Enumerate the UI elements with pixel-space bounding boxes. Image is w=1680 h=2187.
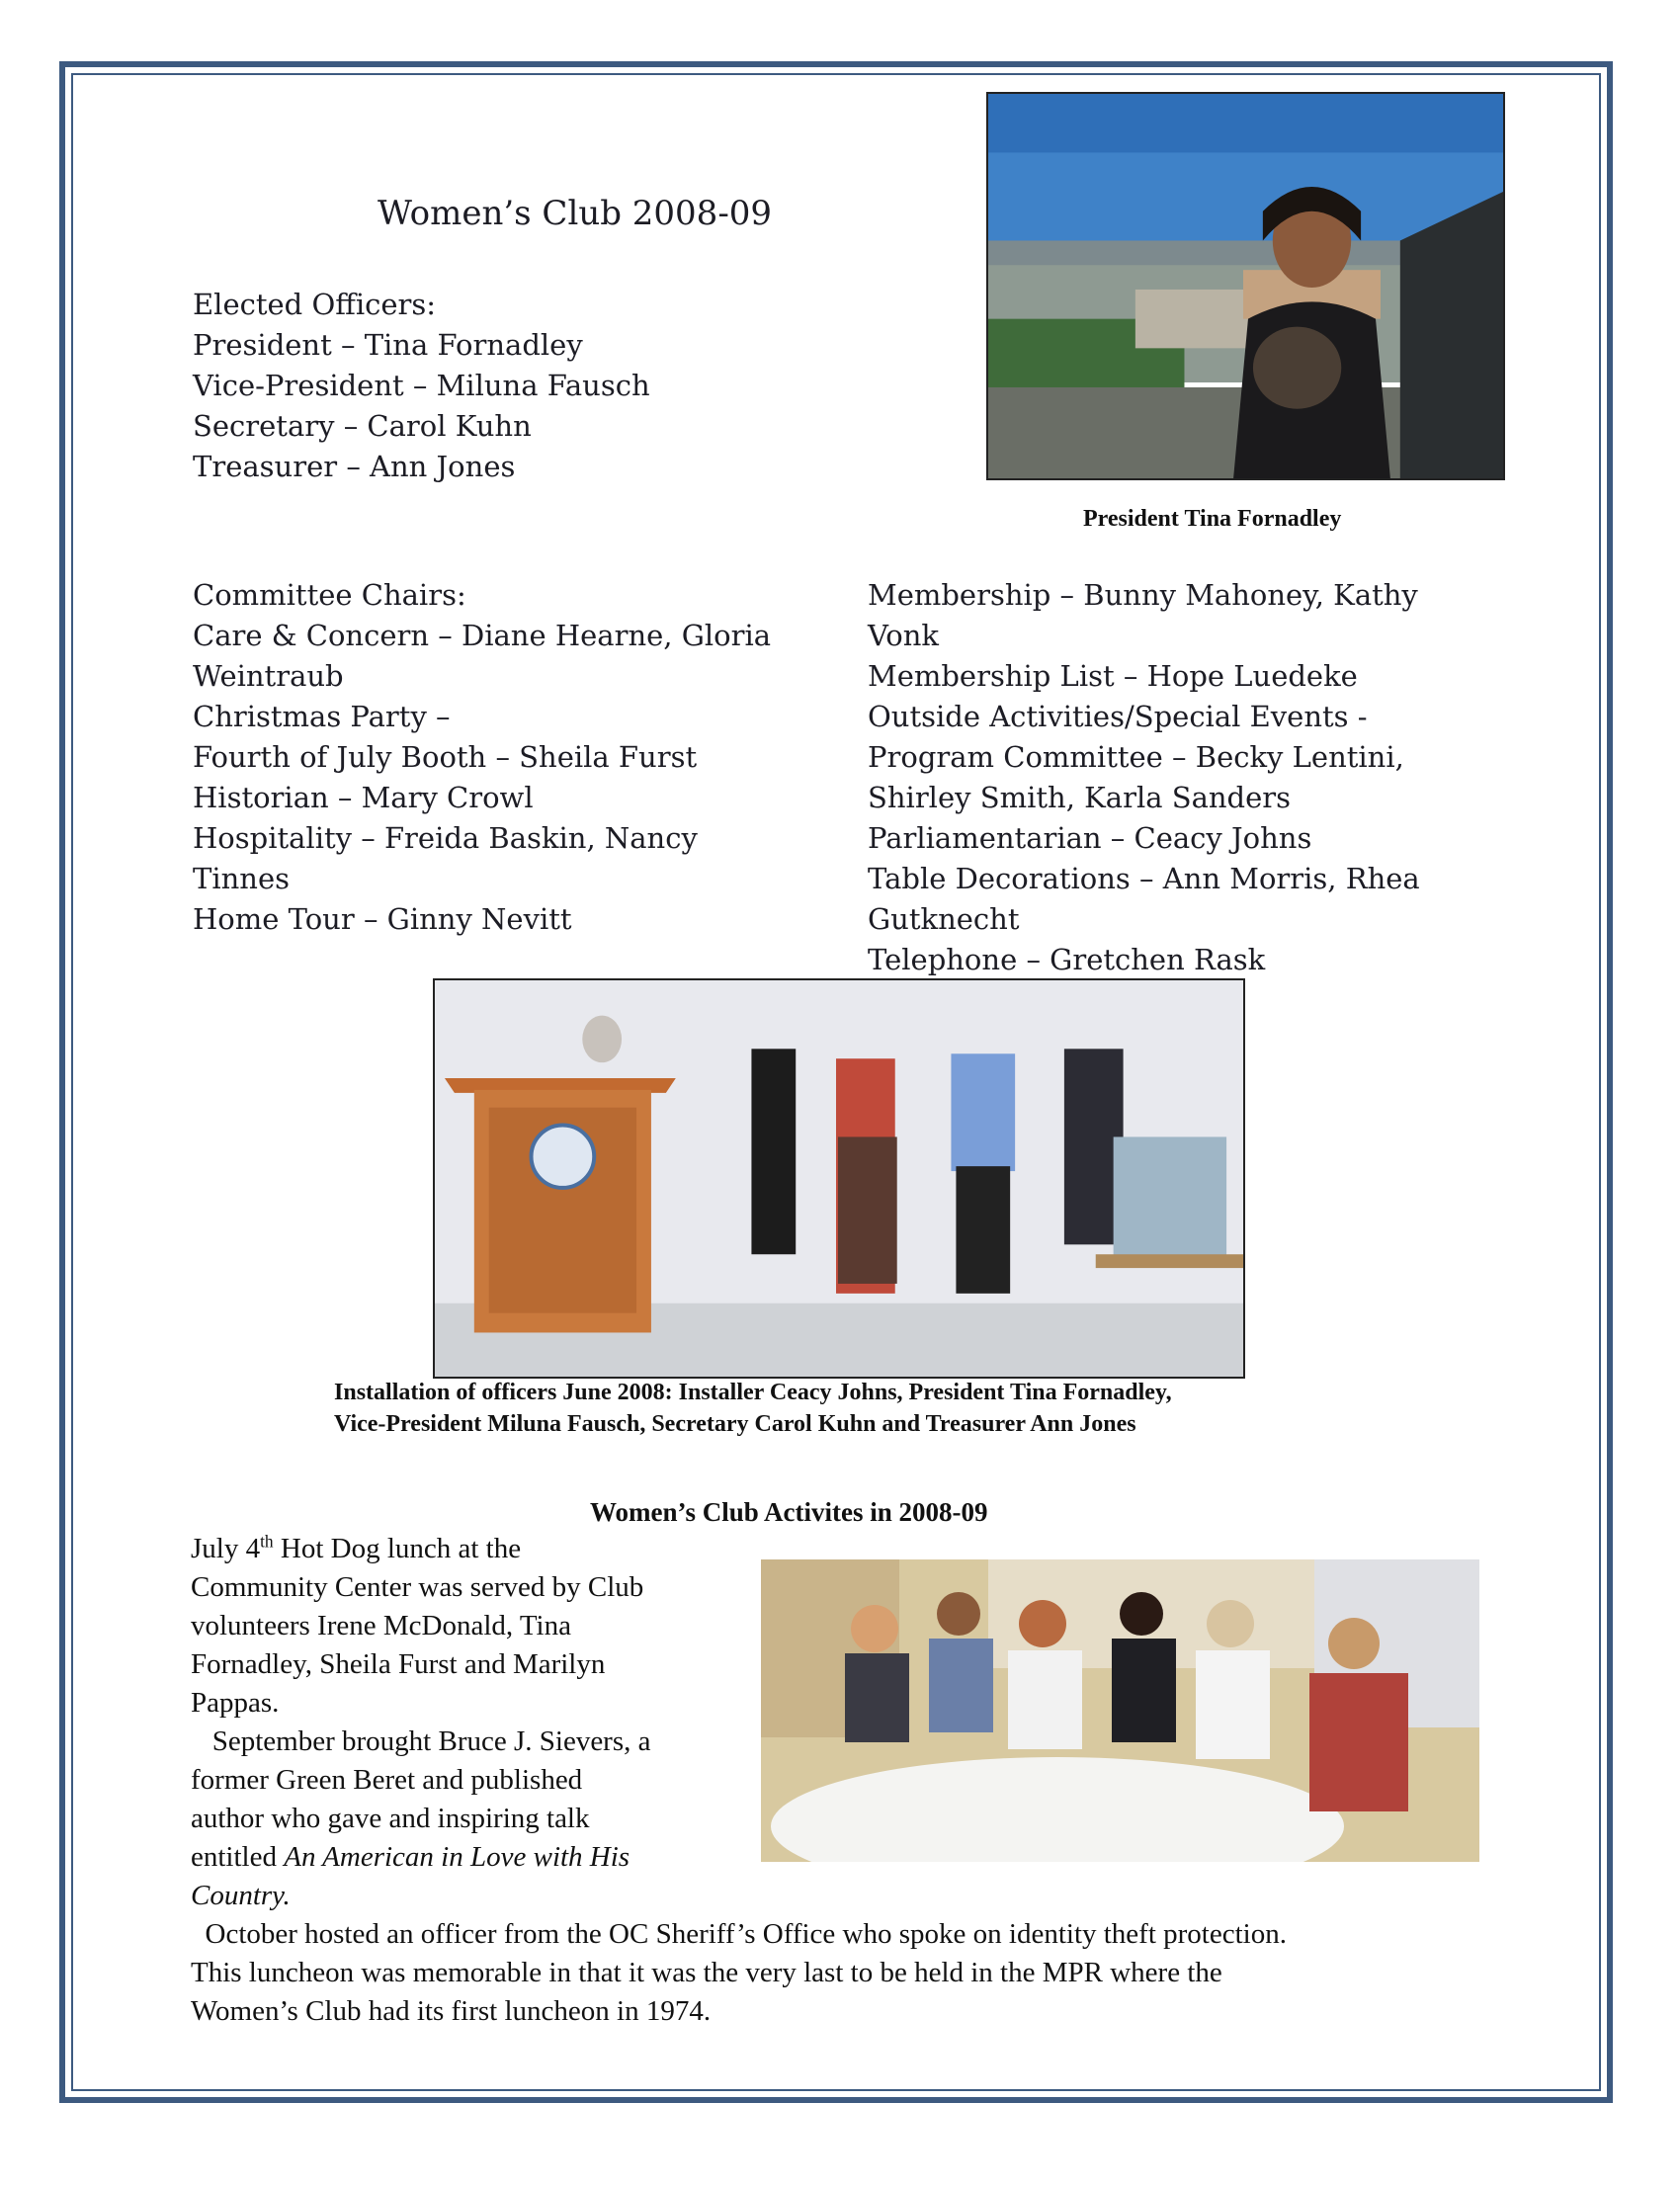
activities-line-part: Hot Dog lunch at the xyxy=(273,1533,522,1564)
officer-line: Vice-President – Miluna Fausch xyxy=(193,369,650,402)
committee-line: Christmas Party – xyxy=(193,700,451,733)
ordinal-suffix: th xyxy=(260,1531,274,1552)
activities-line xyxy=(191,1530,744,1568)
committee-line: Table Decorations – Ann Morris, Rhea xyxy=(868,862,1420,895)
committee-line: Tinnes xyxy=(193,862,291,895)
installation-caption-line1: Installation of officers June 2008: Installer Ceacy Johns, President Tina Fornadley, xyxy=(334,1380,1172,1405)
committee-line: Outside Activities/Special Events - xyxy=(868,700,1368,733)
luncheon-photo xyxy=(761,1559,1479,1862)
committee-line: Weintraub xyxy=(193,659,344,693)
elected-officers-heading: Elected Officers: xyxy=(193,288,437,321)
committee-line: Home Tour – Ginny Nevitt xyxy=(193,902,572,936)
activities-line-part: entitled xyxy=(191,1841,285,1873)
committee-line: Membership – Bunny Mahoney, Kathy xyxy=(868,578,1418,612)
officer-line: Secretary – Carol Kuhn xyxy=(193,409,532,443)
president-photo-caption: President Tina Fornadley xyxy=(1083,506,1342,532)
talk-title: An American in Love with His xyxy=(284,1841,630,1873)
elected-officers xyxy=(193,285,650,487)
activities-line: October hosted an officer from the OC Sheriff’s Office who spoke on identity theft protection. xyxy=(191,1918,1287,1950)
committee-line: Membership List – Hope Luedeke xyxy=(868,659,1358,693)
activities-line: September brought Bruce J. Sievers, a xyxy=(191,1725,651,1757)
activities-line: author who gave and inspiring talk xyxy=(191,1803,590,1834)
committee-line: Gutknecht xyxy=(868,902,1020,936)
activities-line-part: July 4 xyxy=(191,1533,261,1564)
committee-chairs-heading: Committee Chairs: xyxy=(193,578,466,612)
committee-line: Hospitality – Freida Baskin, Nancy xyxy=(193,821,698,855)
committee-line: Care & Concern – Diane Hearne, Gloria xyxy=(193,619,772,652)
officer-line: President – Tina Fornadley xyxy=(193,328,583,362)
committee-line: Program Committee – Becky Lentini, xyxy=(868,740,1404,774)
activities-line xyxy=(191,1877,744,1915)
officer-line: Treasurer – Ann Jones xyxy=(193,450,516,483)
activities-line xyxy=(191,1838,744,1877)
october-paragraph xyxy=(191,1915,1495,2031)
activities-line: Fornadley, Sheila Furst and Marilyn xyxy=(191,1648,606,1680)
committee-line: Vonk xyxy=(868,619,939,652)
activities-line: former Green Beret and published xyxy=(191,1764,583,1796)
activities-line: volunteers Irene McDonald, Tina xyxy=(191,1610,571,1641)
committee-line: Shirley Smith, Karla Sanders xyxy=(868,781,1292,814)
activities-line: Community Center was served by Club xyxy=(191,1571,644,1603)
committee-line: Historian – Mary Crowl xyxy=(193,781,534,814)
talk-title: Country. xyxy=(191,1880,291,1911)
installation-caption-line2: Vice-President Miluna Fausch, Secretary Carol Kuhn and Treasurer Ann Jones xyxy=(334,1411,1136,1437)
committee-chairs-left xyxy=(193,575,771,940)
committee-chairs-right xyxy=(868,575,1420,980)
committee-line: Fourth of July Booth – Sheila Furst xyxy=(193,740,698,774)
committee-line: Telephone – Gretchen Rask xyxy=(868,943,1266,976)
activities-line: This luncheon was memorable in that it was the very last to be held in the MPR where the xyxy=(191,1957,1222,1988)
installation-photo xyxy=(433,978,1245,1379)
committee-line: Parliamentarian – Ceacy Johns xyxy=(868,821,1312,855)
activities-text-column xyxy=(191,1530,744,1915)
activities-line: Women’s Club had its first luncheon in 1974. xyxy=(191,1995,712,2027)
page-title: Women’s Club 2008-09 xyxy=(378,194,773,233)
activities-heading: Women’s Club Activites in 2008-09 xyxy=(590,1497,988,1527)
activities-line: Pappas. xyxy=(191,1687,280,1719)
president-photo xyxy=(986,92,1505,480)
